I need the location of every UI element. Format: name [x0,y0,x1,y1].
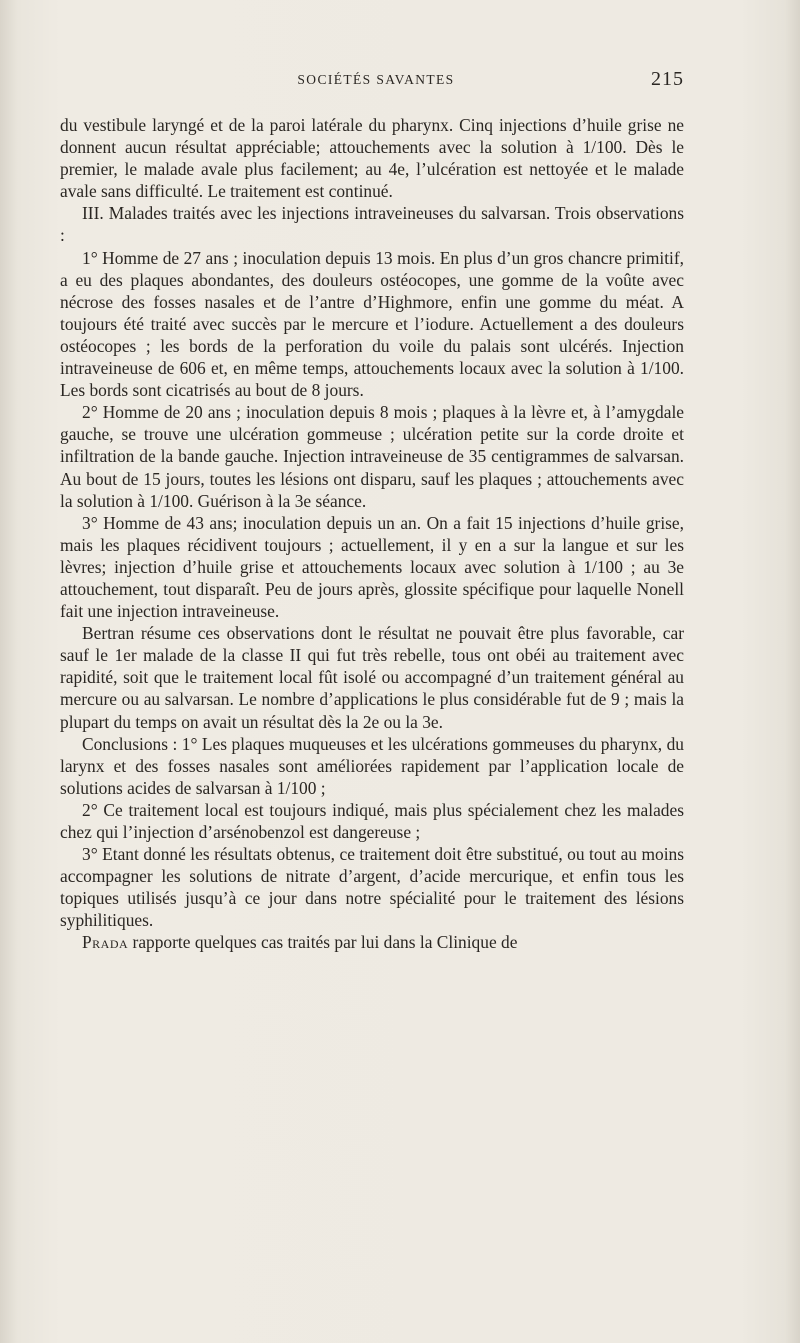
paragraph: Conclusions : 1° Les plaques muqueuses et les ulcérations gommeuses du pharynx, du larynx et des fosses nasales sont améliorées rapidement par l’application locale de solutions acides de salvarsan à 1/100 ; [60,733,684,798]
page-number: 215 [651,68,684,90]
last-paragraph [60,931,684,953]
paragraph: du vestibule laryngé et de la paroi latérale du pharynx. Cinq injections d’huile grise ne donnent aucun résultat appréciable; attouchements avec la solution à 1/100. Dès le premier, le malade avale plus facilement; au 4e, l’ulcération est nettoyée et le malade avale sans difficulté. Le traitement est continué. [60,115,684,202]
author-name: Prada [82,932,129,953]
page-header [60,62,684,92]
body-text [60,114,684,954]
paragraph: 2° Homme de 20 ans ; inoculation depuis 8 mois ; plaques à la lèvre et, à l’amygdale gauche, se trouve une ulcération gommeuse ; ulcération petite sur la corde droite et infiltration de la bande gauche. Injection intraveineuse de 35 centigrammes de salvarsan. Au bout de 15 jours, toutes les lésions ont disparu, sauf les plaques ; attouchements avec la solution à 1/100. Guérison à la 3e séance. [60,402,684,511]
paragraph: 1° Homme de 27 ans ; inoculation depuis 13 mois. En plus d’un gros chancre primitif, a eu des plaques abondantes, des douleurs ostéocopes, une gomme de la voûte avec nécrose des fosses nasales et de l’antre d’Highmore, enfin une gomme du méat. A toujours été traité avec succès par le mercure et l’iodure. Actuellement a des douleurs ostéocopes ; les bords de la perforation du voile du palais sont ulcérés. Injection intraveineuse de 606 et, en même temps, attouchements locaux avec la solution à 1/100. Les bords sont cicatrisés au bout de 8 jours. [60,247,684,401]
paragraph: 3° Homme de 43 ans; inoculation depuis un an. On a fait 15 injections d’huile grise, mais les plaques récidivent toujours ; actuellement, il y en a sur la langue et sur les lèvres; injection d’huile grise et attouchements locaux avec solution à 1/100 ; au 3e attouchement, tout disparaît. Peu de jours après, glossite spécifique pour laquelle Nonell fait une injection intraveineuse. [60,512,684,622]
paragraph: III. Malades traités avec les injections intraveineuses du salvarsan. Trois observations : [60,203,684,246]
last-paragraph-text: rapporte quelques cas traités par lui dans la Clinique de [128,932,518,953]
paragraph: Bertran résume ces observations dont le résultat ne pouvait être plus favorable, car sauf le 1er malade de la classe II qui fut très rebelle, tous ont obéi au traitement avec rapidité, soit que le traitement local fût isolé ou accompagné d’un traitement général au mercure ou au salvarsan. Le nombre d’applications le plus considérable fut de 9 ; mais la plupart du temps on avait un résultat dès la 2e ou la 3e. [60,623,684,732]
running-head: SOCIÉTÉS SAVANTES [297,72,455,87]
paragraph: 3° Etant donné les résultats obtenus, ce traitement doit être substitué, ou tout au moins accompagner les solutions de nitrate d’argent, d’acide mercurique, et enfin tous les topiques utilisés jusqu’à ce jour dans notre spécialité pour le traitement des lésions syphilitiques. [60,844,684,931]
paragraph: 2° Ce traitement local est toujours indiqué, mais plus spécialement chez les malades chez qui l’injection d’arsénobenzol est dangereuse ; [60,799,684,842]
